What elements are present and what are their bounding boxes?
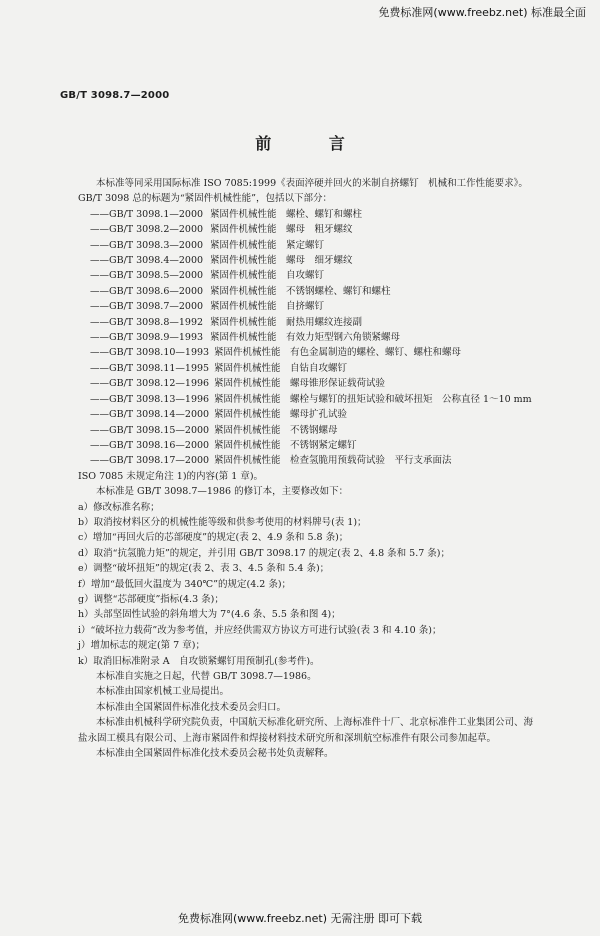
series-desc: 紧固件机械性能 不锈钢螺栓、螺钉和螺柱 — [210, 285, 391, 297]
series-item — [78, 222, 534, 237]
change-item: k）取消旧标准附录 A 自攻锁紧螺钉用预制孔(参考件)。 — [78, 655, 320, 667]
series-intro: GB/T 3098 总的标题为“紧固件机械性能”，包括以下部分： — [78, 193, 333, 205]
series-code: ——GB/T 3098.5—2000 — [90, 270, 204, 282]
series-desc: 紧固件机械性能 螺栓与螺钉的扭矩试验和破坏扭矩 公称直径 1～10 mm — [214, 393, 532, 405]
change-item: f）增加“最低回火温度为 340℃”的规定(4.2 条)； — [78, 578, 292, 590]
change-item: i）“破坏拉力载荷”改为参考值，并应经供需双方协议方可进行试验(表 3 和 4.10 条)； — [78, 624, 442, 636]
series-code: ——GB/T 3098.15—2000 — [90, 424, 210, 436]
series-item — [78, 376, 534, 391]
series-desc: 紧固件机械性能 不锈钢紧定螺钉 — [214, 439, 357, 451]
series-item — [78, 268, 534, 283]
series-item — [78, 253, 534, 268]
series-item — [78, 345, 534, 360]
changes-list — [78, 500, 534, 669]
series-code: ——GB/T 3098.10—1993 — [90, 347, 210, 359]
series-desc: 紧固件机械性能 螺栓、螺钉和螺柱 — [210, 208, 363, 220]
series-item — [78, 238, 534, 253]
change-item: j）增加标志的规定(第 7 章)； — [78, 640, 205, 652]
effective-statement: 本标准自实施之日起，代替 GB/T 3098.7—1986。 — [96, 671, 317, 682]
series-code: ——GB/T 3098.2—2000 — [90, 224, 204, 236]
series-code: ——GB/T 3098.16—2000 — [90, 439, 210, 451]
page-title: 前 言 — [255, 134, 371, 153]
series-item — [78, 361, 534, 376]
interpretation-statement: 本标准由全国紧固件标准化技术委员会秘书处负责解释。 — [96, 748, 334, 760]
series-code: ——GB/T 3098.14—2000 — [90, 409, 210, 421]
series-item — [78, 407, 534, 422]
series-desc: 紧固件机械性能 不锈钢螺母 — [214, 424, 338, 436]
series-code: ——GB/T 3098.12—1996 — [90, 378, 210, 390]
series-desc: 紧固件机械性能 检查氢脆用预载荷试验 平行支承面法 — [214, 455, 452, 467]
series-code: ——GB/T 3098.9—1993 — [90, 332, 204, 344]
series-code: ——GB/T 3098.3—2000 — [90, 239, 204, 251]
series-desc: 紧固件机械性能 紧定螺钉 — [210, 239, 325, 251]
series-desc: 紧固件机械性能 耐热用螺纹连接副 — [210, 316, 363, 328]
series-item — [78, 284, 534, 299]
drafters-statement: 本标准由机械科学研究院负责，中国航天标准化研究所、上海标准件十厂、北京标准件工业集团公司、海盐永固工模具有限公司、上海市紧固件和焊接材料技术研究所和深圳航空标准件有限公司参加起草。 — [78, 717, 534, 744]
series-code: ——GB/T 3098.6—2000 — [90, 285, 204, 297]
change-item: h）头部坚固性试验的斜角增大为 7°(4.6 条、5.5 条和图 4)； — [78, 609, 341, 621]
series-list — [78, 207, 534, 469]
committee-statement: 本标准由全国紧固件标准化技术委员会归口。 — [96, 701, 287, 713]
change-item: c）增加“再回火后的芯部硬度”的规定(表 2、4.9 条和 5.8 条)； — [78, 532, 349, 544]
intro-paragraph: 本标准等同采用国际标准 ISO 7085:1999《表面淬硬并回火的米制自挤螺钉 机械和工作性能要求》。 — [96, 178, 528, 189]
series-item — [78, 299, 534, 314]
series-desc: 紧固件机械性能 螺母锥形保证载荷试验 — [214, 378, 386, 390]
series-code: ——GB/T 3098.8—1992 — [90, 316, 204, 328]
series-desc: 紧固件机械性能 有色金属制造的螺栓、螺钉、螺柱和螺母 — [214, 347, 462, 359]
series-desc: 紧固件机械性能 螺母扩孔试验 — [214, 409, 348, 421]
series-desc: 紧固件机械性能 有效力矩型钢六角锁紧螺母 — [210, 332, 401, 344]
series-code: ——GB/T 3098.4—2000 — [90, 255, 204, 267]
series-item — [78, 315, 534, 330]
foreword-body — [78, 176, 534, 761]
series-desc: 紧固件机械性能 自挤螺钉 — [210, 301, 325, 313]
watermark-bottom: 免费标准网(www.freebz.net) 无需注册 即可下载 — [177, 912, 423, 925]
revision-intro: 本标准是 GB/T 3098.7—1986 的修订本，主要修改如下： — [96, 486, 349, 498]
series-code: ——GB/T 3098.17—2000 — [90, 455, 210, 467]
series-code: ——GB/T 3098.7—2000 — [90, 301, 204, 313]
series-code: ——GB/T 3098.1—2000 — [90, 208, 204, 220]
series-desc: 紧固件机械性能 螺母 细牙螺纹 — [210, 255, 353, 267]
change-item: e）调整“破坏扭矩”的规定(表 2、表 3、4.5 条和 5.4 条)； — [78, 563, 330, 575]
change-item: a）修改标准名称； — [78, 501, 160, 513]
proposed-statement: 本标准由国家机械工业局提出。 — [96, 686, 230, 698]
iso-note: ISO 7085 未规定角注 1)的内容(第 1 章)。 — [78, 470, 264, 482]
series-item — [78, 423, 534, 438]
series-item — [78, 453, 534, 468]
series-desc: 紧固件机械性能 螺母 粗牙螺纹 — [210, 224, 353, 236]
change-item: g）调整“芯部硬度”指标(4.3 条)； — [78, 593, 224, 605]
series-desc: 紧固件机械性能 自攻螺钉 — [210, 270, 325, 282]
series-item — [78, 207, 534, 222]
change-item: b）取消按材料区分的机械性能等级和供参考使用的材料牌号(表 1)； — [78, 516, 367, 528]
series-item — [78, 330, 534, 345]
change-item: d）取消“抗氢脆力矩”的规定，并引用 GB/T 3098.17 的规定(表 2、4.8 条和 5.7 条)； — [78, 547, 450, 559]
watermark-top: 免费标准网(www.freebz.net) 标准最全面 — [378, 6, 586, 19]
series-item — [78, 392, 534, 407]
series-item — [78, 438, 534, 453]
series-code: ——GB/T 3098.13—1996 — [90, 393, 210, 405]
standard-code: GB/T 3098.7—2000 — [60, 90, 170, 101]
series-code: ——GB/T 3098.11—1995 — [90, 362, 210, 374]
series-desc: 紧固件机械性能 自钻自攻螺钉 — [214, 362, 348, 374]
